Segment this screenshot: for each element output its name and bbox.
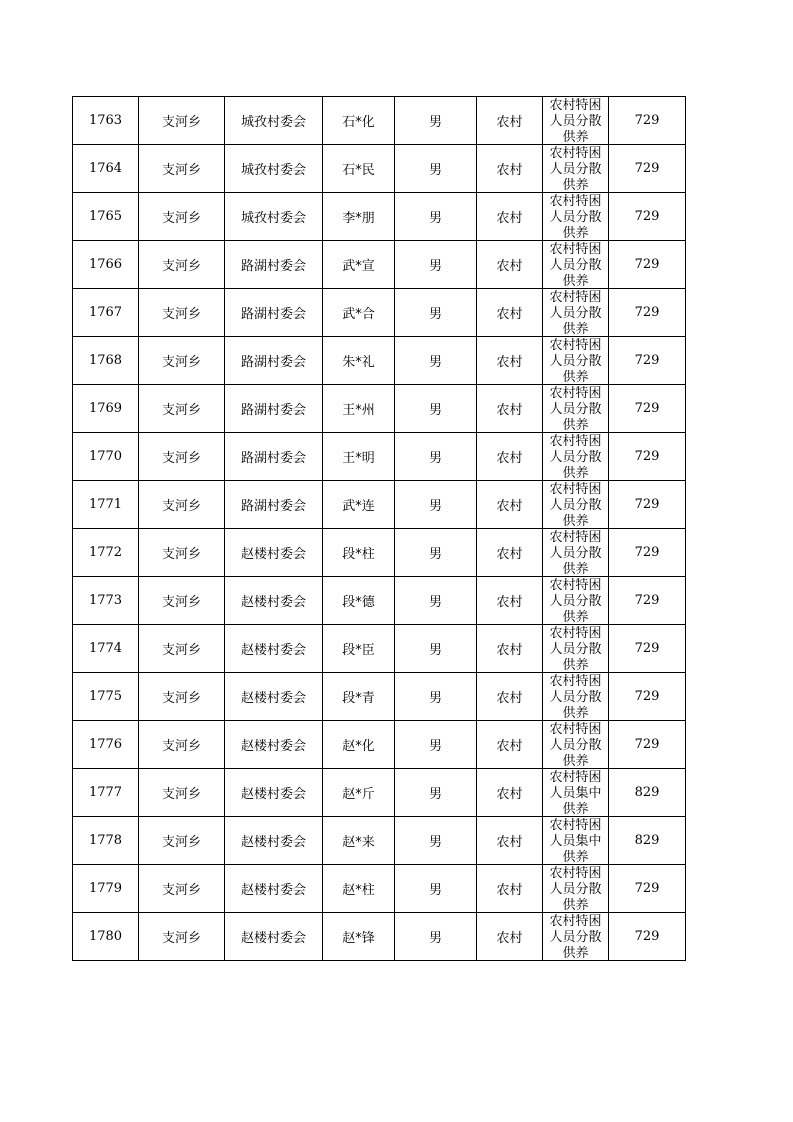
- township-cell: 支河乡: [139, 625, 225, 673]
- support-type-cell: [543, 145, 609, 193]
- table-row: [73, 481, 686, 529]
- area-type-cell: 农村: [477, 193, 543, 241]
- township-cell: 支河乡: [139, 865, 225, 913]
- village-committee-cell: 路湖村委会: [225, 241, 323, 289]
- area-type-cell: 农村: [477, 721, 543, 769]
- village-committee-cell: 赵楼村委会: [225, 817, 323, 865]
- person-name-cell: 石*民: [323, 145, 395, 193]
- support-type-text: 农村特困人员分散供养: [549, 242, 602, 288]
- table-row: [73, 385, 686, 433]
- gender-cell: 男: [395, 481, 477, 529]
- gender-cell: 男: [395, 337, 477, 385]
- amount-cell: 829: [609, 817, 686, 865]
- person-name-cell: 赵*锋: [323, 913, 395, 961]
- area-type-cell: 农村: [477, 241, 543, 289]
- support-type-cell: [543, 865, 609, 913]
- support-type-cell: [543, 289, 609, 337]
- area-type-cell: 农村: [477, 145, 543, 193]
- area-type-cell: 农村: [477, 289, 543, 337]
- gender-cell: 男: [395, 289, 477, 337]
- township-cell: 支河乡: [139, 481, 225, 529]
- support-type-cell: [543, 625, 609, 673]
- person-name-cell: 段*臣: [323, 625, 395, 673]
- village-committee-cell: 城孜村委会: [225, 193, 323, 241]
- support-type-cell: [543, 529, 609, 577]
- support-type-cell: [543, 721, 609, 769]
- amount-cell: 729: [609, 865, 686, 913]
- area-type-cell: 农村: [477, 769, 543, 817]
- table-body: [73, 97, 686, 961]
- person-name-cell: 武*宣: [323, 241, 395, 289]
- support-type-cell: [543, 433, 609, 481]
- row-number-cell: 1766: [73, 241, 139, 289]
- table-row: [73, 241, 686, 289]
- area-type-cell: 农村: [477, 817, 543, 865]
- support-type-text: 农村特困人员集中供养: [549, 770, 602, 816]
- village-committee-cell: 赵楼村委会: [225, 721, 323, 769]
- gender-cell: 男: [395, 97, 477, 145]
- person-name-cell: 李*朋: [323, 193, 395, 241]
- gender-cell: 男: [395, 769, 477, 817]
- person-name-cell: 赵*化: [323, 721, 395, 769]
- person-name-cell: 武*合: [323, 289, 395, 337]
- area-type-cell: 农村: [477, 913, 543, 961]
- row-number-cell: 1775: [73, 673, 139, 721]
- support-type-text: 农村特困人员分散供养: [549, 290, 602, 336]
- area-type-cell: 农村: [477, 529, 543, 577]
- support-type-cell: [543, 769, 609, 817]
- village-committee-cell: 路湖村委会: [225, 289, 323, 337]
- support-type-cell: [543, 481, 609, 529]
- gender-cell: 男: [395, 913, 477, 961]
- table-row: [73, 865, 686, 913]
- person-name-cell: 王*明: [323, 433, 395, 481]
- amount-cell: 729: [609, 385, 686, 433]
- area-type-cell: 农村: [477, 577, 543, 625]
- support-type-text: 农村特困人员分散供养: [549, 434, 602, 480]
- gender-cell: 男: [395, 817, 477, 865]
- table-row: [73, 769, 686, 817]
- amount-cell: 729: [609, 241, 686, 289]
- support-type-cell: [543, 577, 609, 625]
- table-row: [73, 193, 686, 241]
- township-cell: 支河乡: [139, 433, 225, 481]
- area-type-cell: 农村: [477, 625, 543, 673]
- gender-cell: 男: [395, 145, 477, 193]
- support-type-cell: [543, 193, 609, 241]
- person-name-cell: 朱*礼: [323, 337, 395, 385]
- row-number-cell: 1778: [73, 817, 139, 865]
- area-type-cell: 农村: [477, 673, 543, 721]
- support-type-text: 农村特困人员分散供养: [549, 194, 602, 240]
- township-cell: 支河乡: [139, 529, 225, 577]
- township-cell: 支河乡: [139, 337, 225, 385]
- amount-cell: 729: [609, 625, 686, 673]
- table-row: [73, 817, 686, 865]
- amount-cell: 729: [609, 145, 686, 193]
- township-cell: 支河乡: [139, 817, 225, 865]
- row-number-cell: 1776: [73, 721, 139, 769]
- gender-cell: 男: [395, 433, 477, 481]
- township-cell: 支河乡: [139, 289, 225, 337]
- village-committee-cell: 赵楼村委会: [225, 529, 323, 577]
- amount-cell: 829: [609, 769, 686, 817]
- area-type-cell: 农村: [477, 865, 543, 913]
- amount-cell: 729: [609, 337, 686, 385]
- row-number-cell: 1770: [73, 433, 139, 481]
- support-type-cell: [543, 913, 609, 961]
- table-row: [73, 673, 686, 721]
- row-number-cell: 1774: [73, 625, 139, 673]
- row-number-cell: 1773: [73, 577, 139, 625]
- support-type-text: 农村特困人员分散供养: [549, 578, 602, 624]
- person-name-cell: 王*州: [323, 385, 395, 433]
- data-table: [72, 96, 686, 961]
- support-type-cell: [543, 817, 609, 865]
- row-number-cell: 1768: [73, 337, 139, 385]
- township-cell: 支河乡: [139, 145, 225, 193]
- person-name-cell: 武*连: [323, 481, 395, 529]
- township-cell: 支河乡: [139, 577, 225, 625]
- gender-cell: 男: [395, 193, 477, 241]
- row-number-cell: 1764: [73, 145, 139, 193]
- support-type-text: 农村特困人员分散供养: [549, 146, 602, 192]
- village-committee-cell: 城孜村委会: [225, 145, 323, 193]
- village-committee-cell: 赵楼村委会: [225, 913, 323, 961]
- person-name-cell: 赵*斤: [323, 769, 395, 817]
- person-name-cell: 石*化: [323, 97, 395, 145]
- amount-cell: 729: [609, 529, 686, 577]
- village-committee-cell: 赵楼村委会: [225, 625, 323, 673]
- amount-cell: 729: [609, 721, 686, 769]
- amount-cell: 729: [609, 289, 686, 337]
- amount-cell: 729: [609, 481, 686, 529]
- person-name-cell: 段*柱: [323, 529, 395, 577]
- table-row: [73, 577, 686, 625]
- support-type-text: 农村特困人员集中供养: [549, 818, 602, 864]
- person-name-cell: 赵*来: [323, 817, 395, 865]
- row-number-cell: 1771: [73, 481, 139, 529]
- support-type-text: 农村特困人员分散供养: [549, 98, 602, 144]
- area-type-cell: 农村: [477, 481, 543, 529]
- support-type-text: 农村特困人员分散供养: [549, 914, 602, 960]
- table-row: [73, 625, 686, 673]
- township-cell: 支河乡: [139, 673, 225, 721]
- table-row: [73, 289, 686, 337]
- support-type-text: 农村特困人员分散供养: [549, 482, 602, 528]
- row-number-cell: 1765: [73, 193, 139, 241]
- row-number-cell: 1767: [73, 289, 139, 337]
- area-type-cell: 农村: [477, 337, 543, 385]
- village-committee-cell: 赵楼村委会: [225, 865, 323, 913]
- gender-cell: 男: [395, 721, 477, 769]
- support-type-cell: [543, 97, 609, 145]
- gender-cell: 男: [395, 385, 477, 433]
- village-committee-cell: 城孜村委会: [225, 97, 323, 145]
- table-row: [73, 529, 686, 577]
- village-committee-cell: 赵楼村委会: [225, 769, 323, 817]
- gender-cell: 男: [395, 673, 477, 721]
- township-cell: 支河乡: [139, 721, 225, 769]
- amount-cell: 729: [609, 913, 686, 961]
- township-cell: 支河乡: [139, 913, 225, 961]
- township-cell: 支河乡: [139, 241, 225, 289]
- gender-cell: 男: [395, 625, 477, 673]
- amount-cell: 729: [609, 97, 686, 145]
- person-name-cell: 赵*柱: [323, 865, 395, 913]
- township-cell: 支河乡: [139, 385, 225, 433]
- support-type-text: 农村特困人员分散供养: [549, 338, 602, 384]
- person-name-cell: 段*青: [323, 673, 395, 721]
- support-type-cell: [543, 673, 609, 721]
- gender-cell: 男: [395, 529, 477, 577]
- support-type-cell: [543, 385, 609, 433]
- gender-cell: 男: [395, 241, 477, 289]
- row-number-cell: 1772: [73, 529, 139, 577]
- table-row: [73, 433, 686, 481]
- row-number-cell: 1769: [73, 385, 139, 433]
- person-name-cell: 段*德: [323, 577, 395, 625]
- gender-cell: 男: [395, 577, 477, 625]
- support-type-text: 农村特困人员分散供养: [549, 722, 602, 768]
- amount-cell: 729: [609, 673, 686, 721]
- amount-cell: 729: [609, 433, 686, 481]
- support-type-text: 农村特困人员分散供养: [549, 674, 602, 720]
- township-cell: 支河乡: [139, 193, 225, 241]
- support-type-cell: [543, 337, 609, 385]
- gender-cell: 男: [395, 865, 477, 913]
- table-row: [73, 337, 686, 385]
- row-number-cell: 1780: [73, 913, 139, 961]
- support-type-text: 农村特困人员分散供养: [549, 866, 602, 912]
- village-committee-cell: 赵楼村委会: [225, 673, 323, 721]
- support-type-cell: [543, 241, 609, 289]
- village-committee-cell: 路湖村委会: [225, 385, 323, 433]
- table-row: [73, 913, 686, 961]
- support-type-text: 农村特困人员分散供养: [549, 386, 602, 432]
- support-type-text: 农村特困人员分散供养: [549, 626, 602, 672]
- row-number-cell: 1779: [73, 865, 139, 913]
- table-row: [73, 97, 686, 145]
- row-number-cell: 1763: [73, 97, 139, 145]
- village-committee-cell: 路湖村委会: [225, 481, 323, 529]
- township-cell: 支河乡: [139, 769, 225, 817]
- village-committee-cell: 路湖村委会: [225, 433, 323, 481]
- village-committee-cell: 路湖村委会: [225, 337, 323, 385]
- support-type-text: 农村特困人员分散供养: [549, 530, 602, 576]
- village-committee-cell: 赵楼村委会: [225, 577, 323, 625]
- table-row: [73, 145, 686, 193]
- area-type-cell: 农村: [477, 433, 543, 481]
- township-cell: 支河乡: [139, 97, 225, 145]
- amount-cell: 729: [609, 193, 686, 241]
- area-type-cell: 农村: [477, 385, 543, 433]
- table-row: [73, 721, 686, 769]
- area-type-cell: 农村: [477, 97, 543, 145]
- amount-cell: 729: [609, 577, 686, 625]
- row-number-cell: 1777: [73, 769, 139, 817]
